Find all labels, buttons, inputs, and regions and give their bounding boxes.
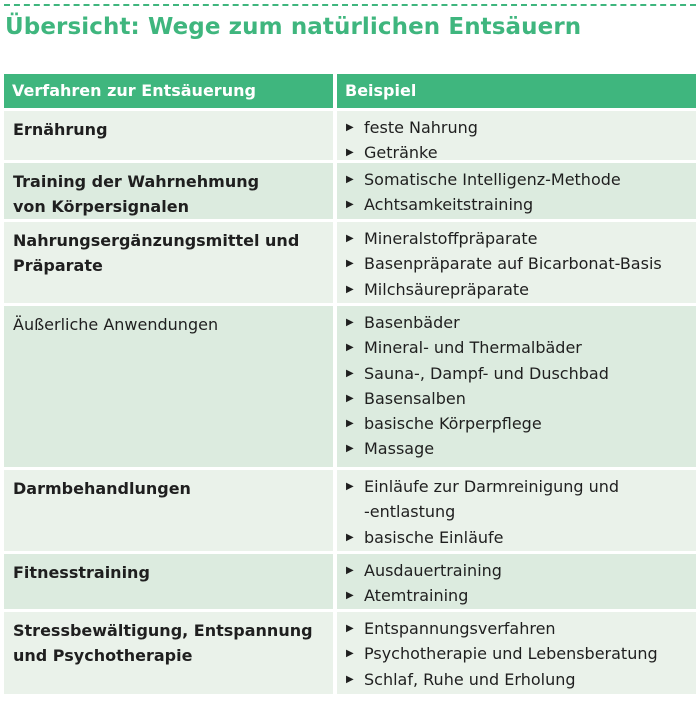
right-triangle-icon: ▶	[346, 367, 354, 379]
method-cell: Äußerliche Anwendungen	[4, 306, 333, 467]
list-item	[346, 616, 690, 641]
example-text: Somatische Intelligenz-Methode	[364, 170, 621, 189]
top-dashed-rule	[4, 4, 696, 6]
example-text: Mineralstoffpräparate	[364, 229, 538, 248]
table-body	[4, 111, 696, 694]
right-triangle-icon: ▶	[346, 199, 354, 211]
example-text: Milchsäurepräparate	[364, 279, 529, 299]
list-item	[346, 277, 690, 302]
example-cell	[337, 306, 696, 467]
example-text: Basenbäder	[364, 313, 460, 332]
right-triangle-icon: ▶	[346, 481, 354, 492]
table-row	[4, 306, 696, 467]
right-triangle-icon: ▶	[346, 317, 354, 328]
list-item	[346, 361, 690, 386]
list-item	[346, 583, 690, 608]
header-example: Beispiel	[345, 81, 417, 100]
right-triangle-icon: ▶	[346, 174, 354, 185]
right-triangle-icon: ▶	[346, 623, 354, 634]
right-triangle-icon: ▶	[346, 233, 354, 244]
table-row	[4, 222, 696, 303]
table-row	[4, 554, 696, 609]
overview-table	[4, 74, 696, 694]
method-cell: Fitnesstraining	[4, 554, 333, 609]
list-item	[346, 386, 690, 411]
right-triangle-icon: ▶	[346, 258, 354, 270]
table-row	[4, 163, 696, 219]
list-item	[346, 310, 690, 335]
example-text: Psychotherapie und Lebensberatung	[364, 644, 658, 664]
right-triangle-icon: ▶	[346, 648, 354, 660]
example-text: Basensalben	[364, 388, 466, 408]
list-item	[346, 192, 690, 217]
method-cell: Ernährung	[4, 111, 333, 160]
right-triangle-icon: ▶	[346, 283, 354, 295]
method-cell: Nahrungsergänzungsmittel und Präparate	[4, 222, 333, 303]
example-cell	[337, 554, 696, 609]
example-cell	[337, 222, 696, 303]
example-text: Massage	[364, 439, 435, 459]
list-item	[346, 558, 690, 583]
example-text: Mineral- und Thermalbäder	[364, 338, 582, 358]
method-cell: Stressbewältigung, Entspannung und Psychotherapie	[4, 612, 333, 694]
right-triangle-icon: ▶	[346, 147, 354, 159]
list-item	[346, 167, 690, 192]
page-title: Übersicht: Wege zum natürlichen Entsäuern	[5, 14, 582, 40]
example-cell	[337, 470, 696, 551]
example-text: Ausdauertraining	[364, 561, 502, 580]
example-text: feste Nahrung	[364, 118, 478, 137]
list-item	[346, 335, 690, 360]
right-triangle-icon: ▶	[346, 673, 354, 685]
right-triangle-icon: ▶	[346, 418, 354, 430]
right-triangle-icon: ▶	[346, 122, 354, 133]
right-triangle-icon: ▶	[346, 590, 354, 602]
example-text: Einläufe zur Darmreinigung und -entlastung	[364, 477, 620, 522]
right-triangle-icon: ▶	[346, 565, 354, 576]
example-text: basische Körperpflege	[364, 414, 542, 434]
example-text: Achtsamkeitstraining	[364, 195, 534, 215]
example-text: Schlaf, Ruhe und Erholung	[364, 669, 576, 689]
list-item	[346, 115, 690, 140]
table-row	[4, 612, 696, 694]
example-text: Getränke	[364, 143, 438, 163]
example-text: Sauna-, Dampf- und Duschbad	[364, 363, 609, 383]
example-cell	[337, 612, 696, 694]
list-item	[346, 525, 690, 550]
list-item	[346, 140, 690, 165]
right-triangle-icon: ▶	[346, 443, 354, 455]
method-cell: Darmbehandlungen	[4, 470, 333, 551]
example-text: basische Einläufe	[364, 527, 504, 547]
table-header	[4, 74, 696, 108]
example-cell	[337, 111, 696, 163]
header-method: Verfahren zur Entsäuerung	[12, 81, 256, 100]
table-row	[4, 111, 696, 163]
table-row	[4, 470, 696, 551]
list-item	[346, 474, 690, 525]
example-text: Atemtraining	[364, 586, 469, 606]
example-text: Basenpräparate auf Bicarbonat-Basis	[364, 254, 662, 274]
list-item	[346, 411, 690, 436]
example-text: Entspannungsverfahren	[364, 619, 556, 638]
list-item	[346, 641, 690, 666]
list-item	[346, 251, 690, 276]
right-triangle-icon: ▶	[346, 531, 354, 543]
list-item	[346, 226, 690, 251]
list-item	[346, 436, 690, 461]
right-triangle-icon: ▶	[346, 392, 354, 404]
right-triangle-icon: ▶	[346, 342, 354, 354]
method-cell: Training der Wahrnehmung von Körpersignalen	[4, 163, 333, 219]
list-item	[346, 667, 690, 692]
example-cell	[337, 163, 696, 219]
